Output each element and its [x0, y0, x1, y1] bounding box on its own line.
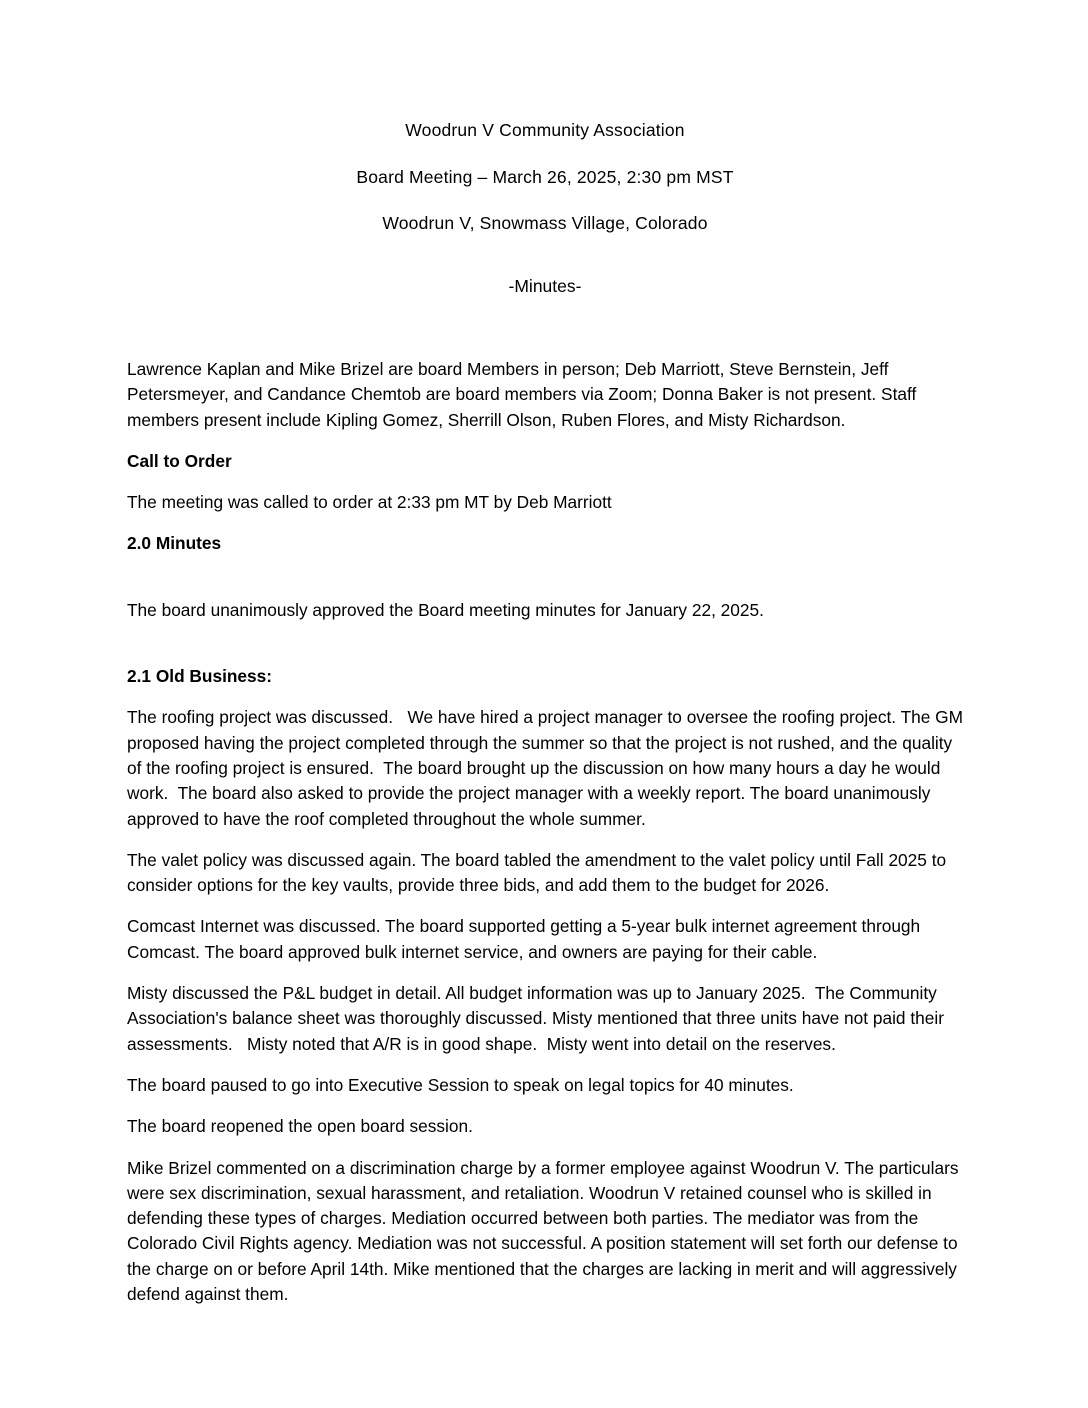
old-business-paragraph: The roofing project was discussed. We have hired a project manager to oversee the roofing project. The GM proposed having the project completed through the summer so that the project is not rushed, and the quality of the roofing project is ensured. The board brought up the discussion on how many hours a day he would work. The board also asked to provide the project manager with a weekly report. The board unanimously approved to have the roof completed throughout the whole summer. — [127, 707, 968, 829]
old-business-paragraph: The board reopened the open board session. — [127, 1116, 473, 1137]
header-organization: Woodrun V Community Association — [405, 120, 685, 140]
header-subtitle: -Minutes- — [508, 275, 582, 296]
old-business-paragraph: Comcast Internet was discussed. The board supported getting a 5-year bulk internet agreement through Comcast. The board approved bulk internet service, and owners are paying for their cable. — [127, 916, 925, 962]
old-business-paragraph: Misty discussed the P&L budget in detail. All budget information was up to January 2025. The Community Association's balance sheet was thoroughly discussed. Misty mentioned that three units have not paid their assessments. Misty noted that A/R is in good shape. Misty went into detail on the reserves. — [127, 983, 949, 1054]
header-location: Woodrun V, Snowmass Village, Colorado — [382, 213, 708, 233]
old-business-paragraph: The board paused to go into Executive Session to speak on legal topics for 40 minutes. — [127, 1074, 794, 1095]
blank-line-spacer — [127, 573, 963, 598]
old-business-paragraph: Mike Brizel commented on a discrimination charge by a former employee against Woodrun V. The particulars were sex discrimination, sexual harassment, and retaliation. Woodrun V retained counsel who is skilled in defending these types of charges. Mediation occurred between both parties. The mediator was from the Colorado Civil Rights agency. Mediation was not successful. A position statement will set forth our defense to the charge on or before April 14th. Mike mentioned that the charges are lacking in merit and will aggressively defend against them. — [127, 1157, 964, 1305]
header-meeting-date: Board Meeting – March 26, 2025, 2:30 pm MST — [356, 166, 734, 187]
minutes-paragraph: The board unanimously approved the Board meeting minutes for January 22, 2025. — [127, 599, 764, 620]
document-body — [127, 357, 968, 1307]
document-header — [127, 0, 963, 295]
attendance-paragraph: Lawrence Kaplan and Mike Brizel are board Members in person; Deb Marriott, Steve Bernstein, Jeff Petersmeyer, and Candance Chemtob are board members via Zoom; Donna Baker is not present. Staff members present include Kipling Gomez, Sherrill Olson, Ruben Flores, and Misty Richardson. — [127, 359, 922, 430]
call-to-order-paragraph: The meeting was called to order at 2:33 pm MT by Deb Marriott — [127, 492, 612, 513]
blank-line-spacer-2 — [127, 639, 963, 664]
heading-minutes: 2.0 Minutes — [127, 533, 222, 554]
heading-old-business: 2.1 Old Business: — [127, 666, 273, 687]
old-business-paragraph: The valet policy was discussed again. The board tabled the amendment to the valet policy until Fall 2025 to consider options for the key vaults, provide three bids, and add them to the budget for 2026. — [127, 849, 951, 896]
heading-call-to-order: Call to Order — [127, 450, 232, 471]
document-content — [127, 0, 968, 1323]
